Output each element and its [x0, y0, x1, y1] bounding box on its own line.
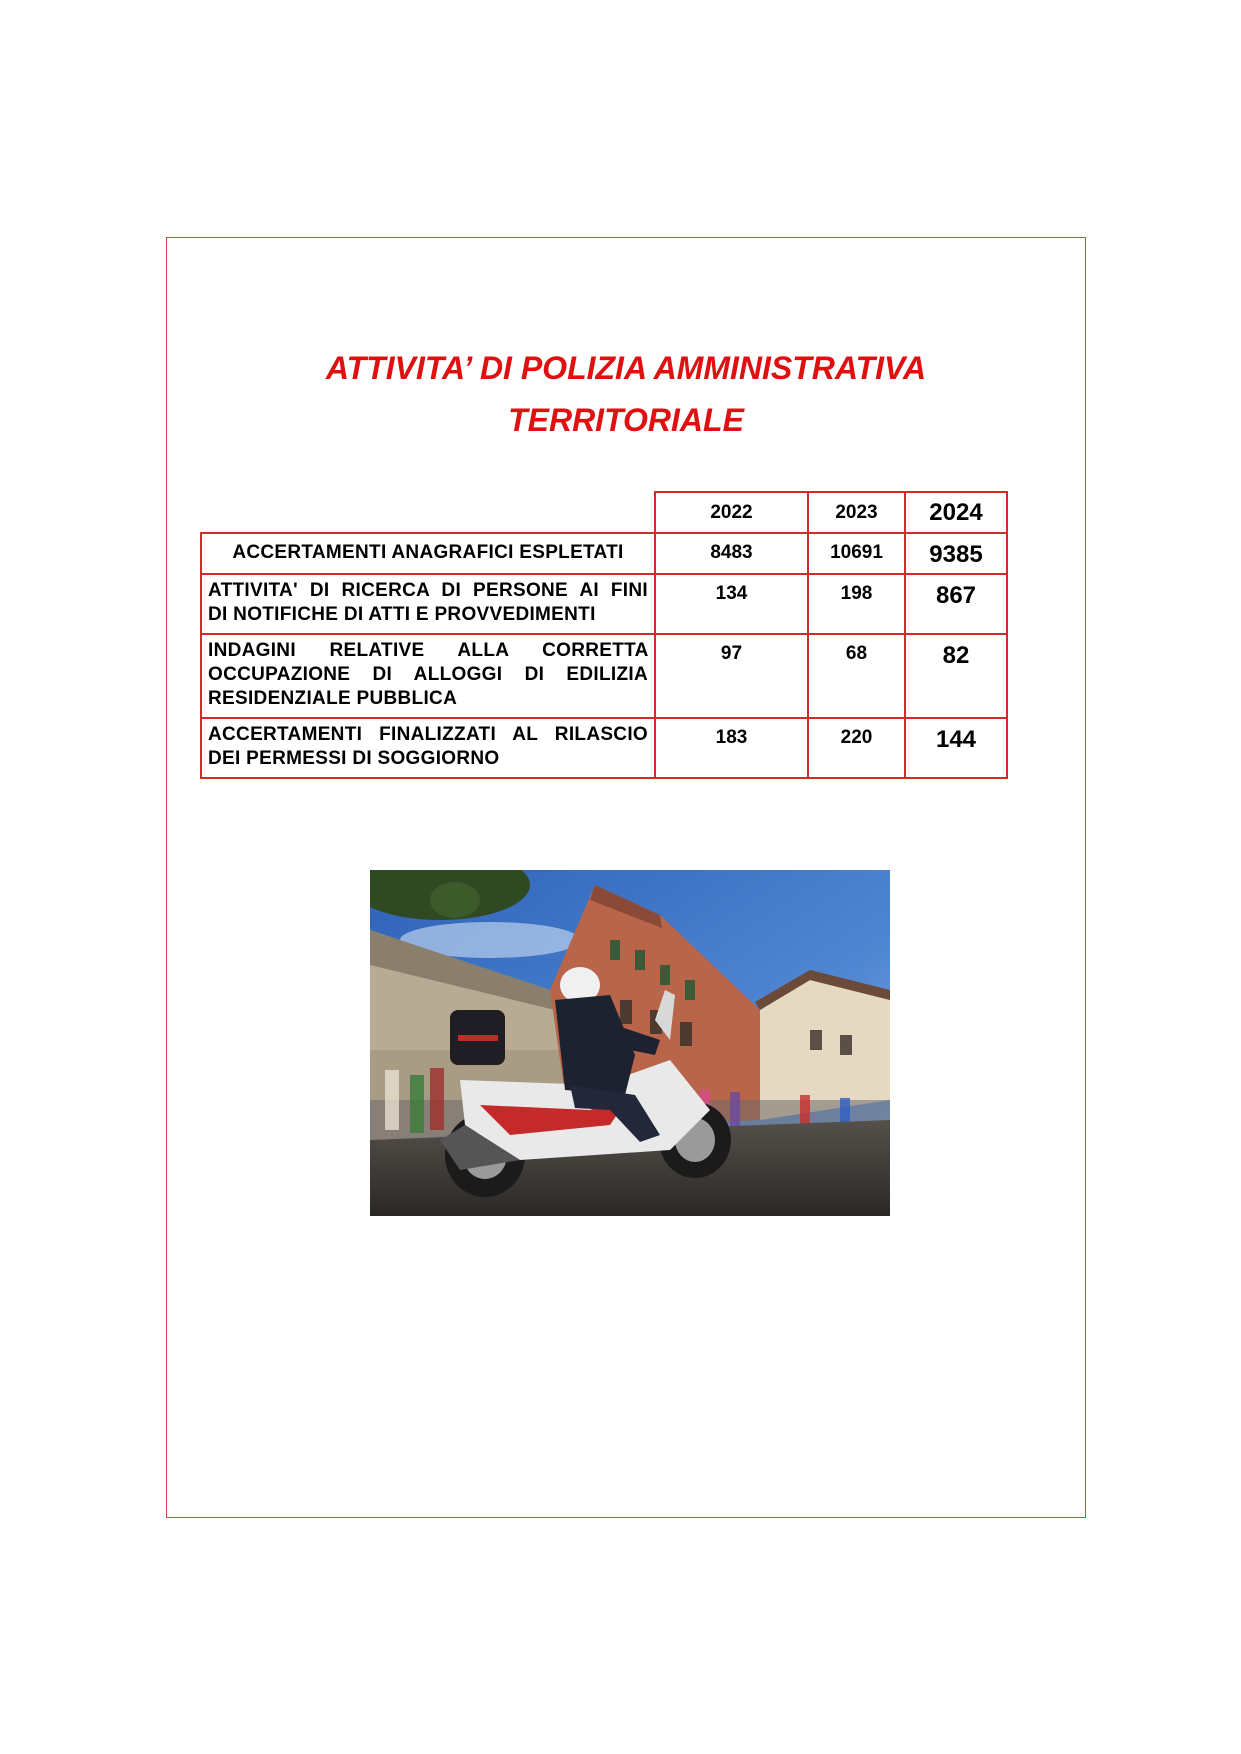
- table-row: [201, 634, 1007, 718]
- row-label-line: ACCERTAMENTI FINALIZZATI AL RILASCIO: [208, 724, 648, 745]
- row-label-line: INDAGINI RELATIVE ALLA CORRETTA: [208, 640, 648, 661]
- photo-illustration: [370, 870, 890, 1216]
- row-label: [201, 634, 655, 718]
- row-label-line: RESIDENZIALE PUBBLICA: [208, 688, 458, 709]
- table-row: [201, 533, 1007, 574]
- row-label-line: OCCUPAZIONE DI ALLOGGI DI EDILIZIA: [208, 664, 648, 685]
- cell-value: 183: [655, 718, 808, 778]
- cell-value: 867: [905, 574, 1007, 634]
- row-label-line: DI NOTIFICHE DI ATTI E PROVVEDIMENTI: [208, 604, 596, 625]
- year-header: 2022: [655, 492, 808, 533]
- cell-value: 97: [655, 634, 808, 718]
- cell-value: 68: [808, 634, 905, 718]
- year-header: 2024: [905, 492, 1007, 533]
- row-label: ACCERTAMENTI ANAGRAFICI ESPLETATI: [201, 533, 655, 574]
- cell-value: 134: [655, 574, 808, 634]
- table-row: [201, 718, 1007, 778]
- cell-value: 8483: [655, 533, 808, 574]
- title-line-1: ATTIVITA’ DI POLIZIA AMMINISTRATIVA: [325, 350, 927, 386]
- title-line-2: TERRITORIALE: [508, 402, 744, 438]
- year-header: 2023: [808, 492, 905, 533]
- row-label-line: DEI PERMESSI DI SOGGIORNO: [208, 748, 500, 769]
- cell-value: 10691: [808, 533, 905, 574]
- table-row: [201, 574, 1007, 634]
- row-label-line: ATTIVITA' DI RICERCA DI PERSONE AI FINI: [208, 580, 648, 601]
- cell-value: 144: [905, 718, 1007, 778]
- cell-value: 198: [808, 574, 905, 634]
- cell-value: 82: [905, 634, 1007, 718]
- cell-value: 220: [808, 718, 905, 778]
- page-title: [166, 342, 1086, 446]
- activity-table: [200, 491, 1008, 779]
- table-header-row: [201, 492, 1007, 533]
- cell-value: 9385: [905, 533, 1007, 574]
- police-scooter-photo: [370, 870, 890, 1216]
- header-empty-cell: [201, 492, 655, 533]
- row-label: [201, 718, 655, 778]
- row-label: [201, 574, 655, 634]
